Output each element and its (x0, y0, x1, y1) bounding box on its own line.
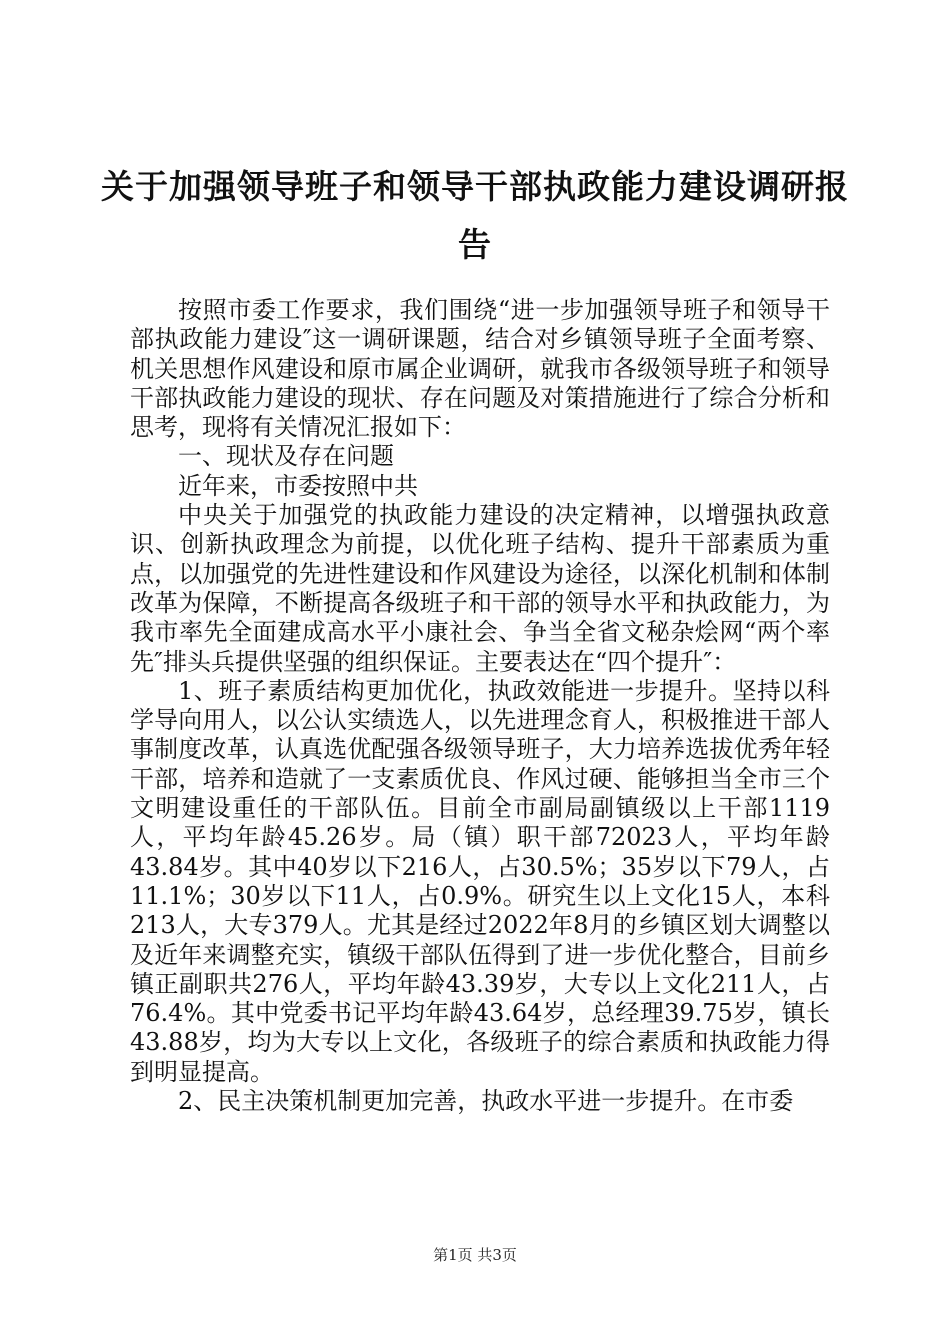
page-footer: 第1页 共3页 (433, 1246, 517, 1264)
document-body (130, 296, 830, 1116)
body-paragraph: 中央关于加强党的执政能力建设的决定精神，以增强执政意识、创新执政理念为前提，以优化班子结构、提升干部素质为重点，以加强党的先进性建设和作风建设为途径，以深化机制和体制改革为保障，不断提高各级班子和干部的领导水平和执政能力，为我市率先全面建成高水平小康社会、争当全省文秘杂烩网“两个率先″排头兵提供坚强的组织保证。主要表达在“四个提升″： (130, 501, 830, 676)
intro-paragraph: 按照市委工作要求，我们围绕“进一步加强领导班子和领导干部执政能力建设″这一调研课题，结合对乡镇领导班子全面考察、机关思想作风建设和原市属企业调研，就我市各级领导班子和领导干部执政能力建设的现状、存在问题及对策措施进行了综合分析和思考，现将有关情况汇报如下： (130, 296, 830, 442)
body-paragraph: 2、民主决策机制更加完善，执政水平进一步提升。在市委 (178, 1087, 794, 1116)
document-title: 关于加强领导班子和领导干部执政能力建设调研报告 (101, 167, 849, 264)
section-heading: 一、现状及存在问题 (178, 442, 394, 471)
body-paragraph: 近年来，市委按照中共 (178, 471, 418, 500)
body-paragraph: 1、班子素质结构更加优化，执政效能进一步提升。坚持以科学导向用人，以公认实绩选人，以先进理念育人，积极推进干部人事制度改革，认真选优配强各级领导班子，大力培养选拔优秀年轻干部，培养和造就了一支素质优良、作风过硬、能够担当全市三个文明建设重任的干部队伍。目前全市副局副镇级以上干部1119人，平均年龄45.26岁。局（镇）职干部72023人，平均年龄43.84岁。其中40岁以下216人，占30.5%；35岁以下79人，占11.1%；30岁以下11人，占0.9%。研究生以上文化15人，本科213人，大专379人。尤其是经过2022年8月的乡镇区划大调整以及近年来调整充实，镇级干部队伍得到了进一步优化整合，目前乡镇正副职共276人，平均年龄43.39岁，大专以上文化211人，占76.4%。其中党委书记平均年龄43.64岁，总经理39.75岁，镇长43.88岁，均为大专以上文化，各级班子的综合素质和执政能力得到明显提高。 (130, 676, 830, 1086)
